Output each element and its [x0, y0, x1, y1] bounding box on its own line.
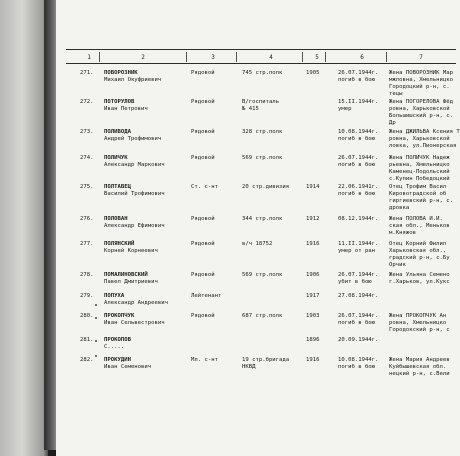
- given-name: Михаил Окуфриевич: [104, 77, 162, 83]
- notes-line: дровка: [389, 205, 410, 211]
- death-date: 10.08.1944г.: [338, 129, 379, 135]
- death-date: 26.07.1944г.: [338, 155, 379, 161]
- notes-line: Жена ПОЛИЧУК Надеж: [389, 155, 450, 161]
- death-date: 26.07.1944г.: [338, 313, 379, 319]
- notes-line: Харьковская обл.,: [389, 248, 447, 254]
- header-divider: [325, 52, 326, 62]
- column-header-3: 3: [211, 54, 215, 61]
- header-divider: [186, 52, 187, 62]
- fate: погиб в бою: [338, 191, 376, 197]
- given-name: Павел Дмитриевич: [104, 279, 158, 285]
- birth-year: 1917: [306, 293, 320, 299]
- notes-line: Городоцкий р-н, с.: [389, 84, 450, 90]
- given-name: Александр Маркович: [104, 162, 165, 168]
- notes-line: Жена ПОГОРЕЛОВА Фёд: [389, 99, 453, 105]
- table-header-rule: [66, 63, 456, 64]
- surname: ПОМАЛИНОВСКИЙ: [104, 272, 148, 278]
- birth-year: 1916: [306, 241, 320, 247]
- header-divider: [386, 52, 387, 62]
- table-row: [0, 155, 450, 185]
- table-row: [0, 241, 450, 271]
- column-header-5: 5: [315, 54, 319, 61]
- fate: погиб в бою: [338, 320, 376, 326]
- surname: ПОТОРУЛОВ: [104, 99, 135, 105]
- row-number: 278.: [80, 272, 94, 278]
- notes-line: Отец Корний Филип: [389, 241, 447, 247]
- given-name: С.....: [104, 344, 125, 350]
- surname: ПОЛТАВЕЦ: [104, 184, 131, 190]
- notes-line: нецкий р-н, с.Вели: [389, 371, 450, 377]
- rank: Мл. с-нт: [191, 357, 218, 363]
- rank: Ст. с-нт: [191, 184, 218, 190]
- surname: ПРОКОПЧУК: [104, 313, 135, 319]
- unit: 328 стр.полк: [242, 129, 283, 135]
- notes-line: Городокский р-н, с: [389, 327, 450, 333]
- row-number: 271.: [80, 70, 94, 76]
- table-top-rule: [66, 49, 456, 50]
- rank: Рядовой: [191, 272, 215, 278]
- notes-line: ская обл., Меньков: [389, 223, 450, 229]
- given-name: Василий Трофимович: [104, 191, 165, 197]
- unit: 19 стр.бригада: [242, 357, 290, 363]
- notes-line: Жена ПРОКОПЧУК Ан: [389, 313, 447, 319]
- death-date: 08.12.1944г.: [338, 216, 379, 222]
- table-row: [0, 70, 453, 100]
- death-date: 27.08.1944г.: [338, 293, 379, 299]
- row-number: 280.: [80, 313, 94, 319]
- unit-detail: № 415: [242, 106, 259, 112]
- notes-line: тецы: [389, 91, 403, 97]
- death-date: 22.06.1941г.: [338, 184, 379, 190]
- notes-line: Каменец-Подольский: [389, 169, 450, 175]
- surname: ПОВОРОЗНИК: [104, 70, 138, 76]
- notes-line: Жена ПОЛОВА И.И.: [389, 216, 443, 222]
- death-date: 11.II.1944г.: [338, 241, 379, 247]
- notes-line: Отец Трофим Васил: [389, 184, 447, 190]
- fate: погиб в бою: [338, 364, 376, 370]
- death-date: 15.II.1944г.: [338, 99, 379, 105]
- header-divider: [99, 52, 100, 62]
- notes-line: Жена ДЖИЛЬВА Ксения Т: [389, 129, 460, 135]
- given-name: Александр Ефимович: [104, 223, 165, 229]
- row-number: 282.: [80, 357, 94, 363]
- surname: ПРОКОПОВ: [104, 337, 131, 343]
- unit: В/госпиталь: [242, 99, 280, 105]
- rank: Рядовой: [191, 313, 215, 319]
- rank: Рядовой: [191, 129, 215, 135]
- row-number: 281.: [80, 337, 94, 343]
- birth-year: 1912: [306, 216, 320, 222]
- row-number: 276.: [80, 216, 94, 222]
- surname: ПРОКУДИН: [104, 357, 131, 363]
- unit: в/ч 18752: [242, 241, 273, 247]
- notes-line: Жена Мария Андреев: [389, 357, 450, 363]
- fate: умер от ран: [338, 248, 376, 254]
- row-number: 273.: [80, 129, 94, 135]
- notes-line: ровна, Харьковской: [389, 106, 450, 112]
- notes-line: рьевна, Хмельницко: [389, 162, 450, 168]
- given-name: Александр Андреевич: [104, 300, 168, 306]
- fate: умер: [338, 106, 352, 112]
- unit: 20 стр.дивизия: [242, 184, 290, 190]
- birth-year: 1905: [306, 70, 320, 76]
- table-row: [0, 357, 450, 387]
- birth-year: 1906: [306, 272, 320, 278]
- row-number: 279.: [80, 293, 94, 299]
- given-name: Иван Сельвестрович: [104, 320, 165, 326]
- death-date: 10.08.1944г.: [338, 357, 379, 363]
- notes-line: Куйбышевская обл.: [389, 364, 447, 370]
- notes-line: Кировоградской об: [389, 191, 447, 197]
- surname: ПОЛЯНСКИЙ: [104, 241, 135, 247]
- column-header-7: 7: [419, 54, 423, 61]
- birth-year: 1903: [306, 313, 320, 319]
- notes-line: ровна, Хмельницко: [389, 320, 447, 326]
- birth-year: 1916: [306, 357, 320, 363]
- header-divider: [236, 52, 237, 62]
- unit: 344 стр.полк: [242, 216, 283, 222]
- notes-line: Жена Ульяна Семено: [389, 272, 450, 278]
- unit-detail: НКВД: [242, 364, 256, 370]
- notes-line: гиргиевский р-н, с.: [389, 198, 453, 204]
- notes-line: градский р-н, с.Бу: [389, 255, 450, 261]
- given-name: Иван Семенович: [104, 364, 152, 370]
- death-date: 26.07.1944г.: [338, 70, 379, 76]
- given-name: Иван Петрович: [104, 106, 148, 112]
- surname: ПОЛИЧУК: [104, 155, 128, 161]
- surname: ПОЛИВОДА: [104, 129, 131, 135]
- fate: убит в бою: [338, 279, 372, 285]
- notes-line: г.Харьков, ул.Кукс: [389, 279, 450, 285]
- notes-line: Орчик: [389, 262, 406, 268]
- fate: погиб в бою: [338, 162, 376, 168]
- unit: 687 стр.полк: [242, 313, 283, 319]
- row-number: 274.: [80, 155, 94, 161]
- rank: Рядовой: [191, 155, 215, 161]
- birth-year: 1896: [306, 337, 320, 343]
- notes-line: ловка, ул.Пионерская: [389, 143, 457, 149]
- rank: Рядовой: [191, 70, 215, 76]
- notes-line: ровна, Харьковской: [389, 136, 450, 142]
- row-number: 275.: [80, 184, 94, 190]
- rank: Рядовой: [191, 241, 215, 247]
- unit: 569 стр.полк: [242, 272, 283, 278]
- table-row: [0, 184, 453, 214]
- notes-line: Жена ПОВОРОЗНИК Мар: [389, 70, 453, 76]
- birth-year: 1914: [306, 184, 320, 190]
- row-number: 272.: [80, 99, 94, 105]
- unit: 745 стр.полк: [242, 70, 283, 76]
- unit: 569 стр.полк: [242, 155, 283, 161]
- table-row: [0, 99, 453, 129]
- given-name: Корней Корнеевич: [104, 248, 158, 254]
- given-name: Андрей Трофимович: [104, 136, 162, 142]
- fate: погиб в бою: [338, 136, 376, 142]
- notes-line: мжловна, Хмельницко: [389, 77, 453, 83]
- notes-line: Большишский р-н, с.: [389, 113, 453, 119]
- surname: ПОПУХА: [104, 293, 125, 299]
- notes-line: м.Княжов: [389, 230, 416, 236]
- column-header-1: 1: [87, 54, 91, 61]
- row-number: 277.: [80, 241, 94, 247]
- rank: Рядовой: [191, 99, 215, 105]
- notes-line: Др: [389, 120, 396, 126]
- column-header-6: 6: [360, 54, 364, 61]
- column-header-4: 4: [269, 54, 273, 61]
- notes-line: с.Купин Победоцкий: [389, 176, 450, 182]
- rank: Лейтенант: [191, 293, 222, 299]
- death-date: 26.07.1944г.: [338, 272, 379, 278]
- death-date: 20.09.1944г.: [338, 337, 379, 343]
- column-header-2: 2: [141, 54, 145, 61]
- fate: погиб в бою: [338, 77, 376, 83]
- rank: Рядовой: [191, 216, 215, 222]
- header-divider: [302, 52, 303, 62]
- surname: ПОЛОВАН: [104, 216, 128, 222]
